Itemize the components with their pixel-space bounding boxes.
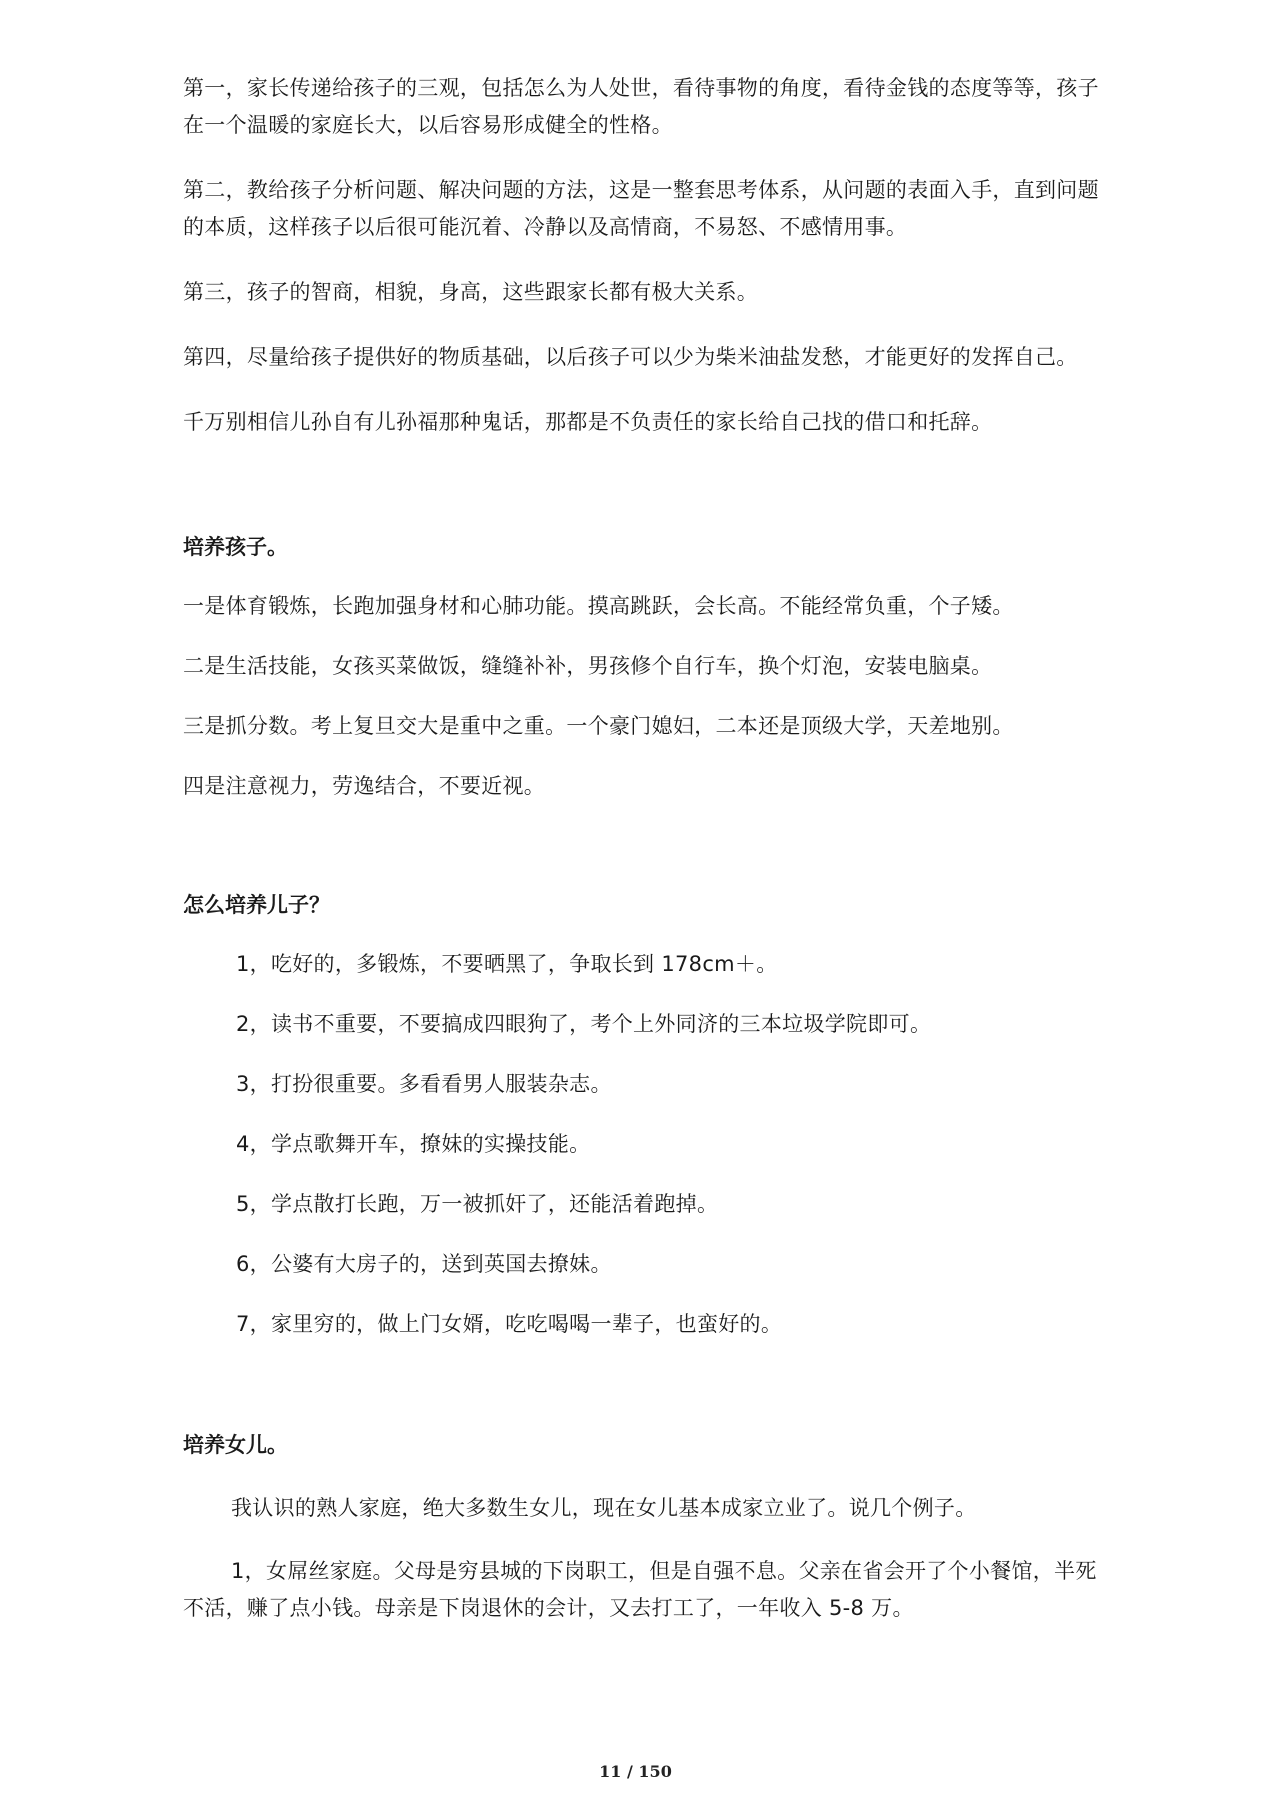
train-child-item-4: 四是注意视力，劳逸结合，不要近视。 bbox=[183, 774, 546, 798]
train-child-item-3: 三是抓分数。考上复旦交大是重中之重。一个豪门媳妇，二本还是顶级大学，天差地别。 bbox=[183, 714, 1014, 738]
train-child-item-1: 一是体育锻炼，长跑加强身材和心肺功能。摸高跳跃，会长高。不能经常负重，个子矮。 bbox=[183, 594, 1014, 618]
train-son-item-1: 1，吃好的，多锻炼，不要晒黑了，争取长到 178cm＋。 bbox=[236, 952, 778, 976]
intro-paragraph-3: 第三，孩子的智商，相貌，身高，这些跟家长都有极大关系。 bbox=[183, 280, 759, 304]
train-son-item-6: 6，公婆有大房子的，送到英国去撩妹。 bbox=[236, 1252, 612, 1276]
section-heading-train-child: 培养孩子。 bbox=[183, 535, 288, 559]
section-heading-train-son: 怎么培养儿子？ bbox=[183, 893, 330, 917]
train-son-item-2: 2，读书不重要，不要搞成四眼狗了，考个上外同济的三本垃圾学院即可。 bbox=[236, 1012, 932, 1036]
section-heading-train-daughter: 培养女儿。 bbox=[183, 1433, 288, 1457]
train-son-item-4: 4，学点歌舞开车，撩妹的实操技能。 bbox=[236, 1132, 591, 1156]
intro-paragraph-2: 第二，教给孩子分析问题、解决问题的方法，这是一整套思考体系，从问题的表面入手，直到问题的本质，这样孩子以后很可能沉着、冷静以及高情商，不易怒、不感情用事。 bbox=[183, 178, 1099, 239]
train-daughter-item-1: 1，女屌丝家庭。父母是穷县城的下岗职工，但是自强不息。父亲在省会开了个小餐馆，半死不活，赚了点小钱。母亲是下岗退休的会计，又去打工了，一年收入 5-8 万。 bbox=[183, 1559, 1097, 1620]
page-number: 11 / 150 bbox=[599, 1762, 672, 1781]
train-daughter-intro: 我认识的熟人家庭，绝大多数生女儿，现在女儿基本成家立业了。说几个例子。 bbox=[231, 1496, 977, 1520]
train-son-item-3: 3，打扮很重要。多看看男人服装杂志。 bbox=[236, 1072, 612, 1096]
intro-paragraph-4: 第四，尽量给孩子提供好的物质基础，以后孩子可以少为柴米油盐发愁，才能更好的发挥自己。 bbox=[183, 345, 1078, 369]
closing-paragraph: 千万别相信儿孙自有儿孙福那种鬼话，那都是不负责任的家长给自己找的借口和托辞。 bbox=[183, 410, 993, 434]
train-son-item-5: 5，学点散打长跑，万一被抓奸了，还能活着跑掉。 bbox=[236, 1192, 719, 1216]
train-child-item-2: 二是生活技能，女孩买菜做饭，缝缝补补，男孩修个自行车，换个灯泡，安装电脑桌。 bbox=[183, 654, 993, 678]
intro-paragraph-1: 第一，家长传递给孩子的三观，包括怎么为人处世，看待事物的角度，看待金钱的态度等等，孩子在一个温暖的家庭长大，以后容易形成健全的性格。 bbox=[183, 76, 1099, 137]
train-son-item-7: 7，家里穷的，做上门女婿，吃吃喝喝一辈子，也蛮好的。 bbox=[236, 1312, 783, 1336]
page-content bbox=[183, 70, 1103, 1627]
